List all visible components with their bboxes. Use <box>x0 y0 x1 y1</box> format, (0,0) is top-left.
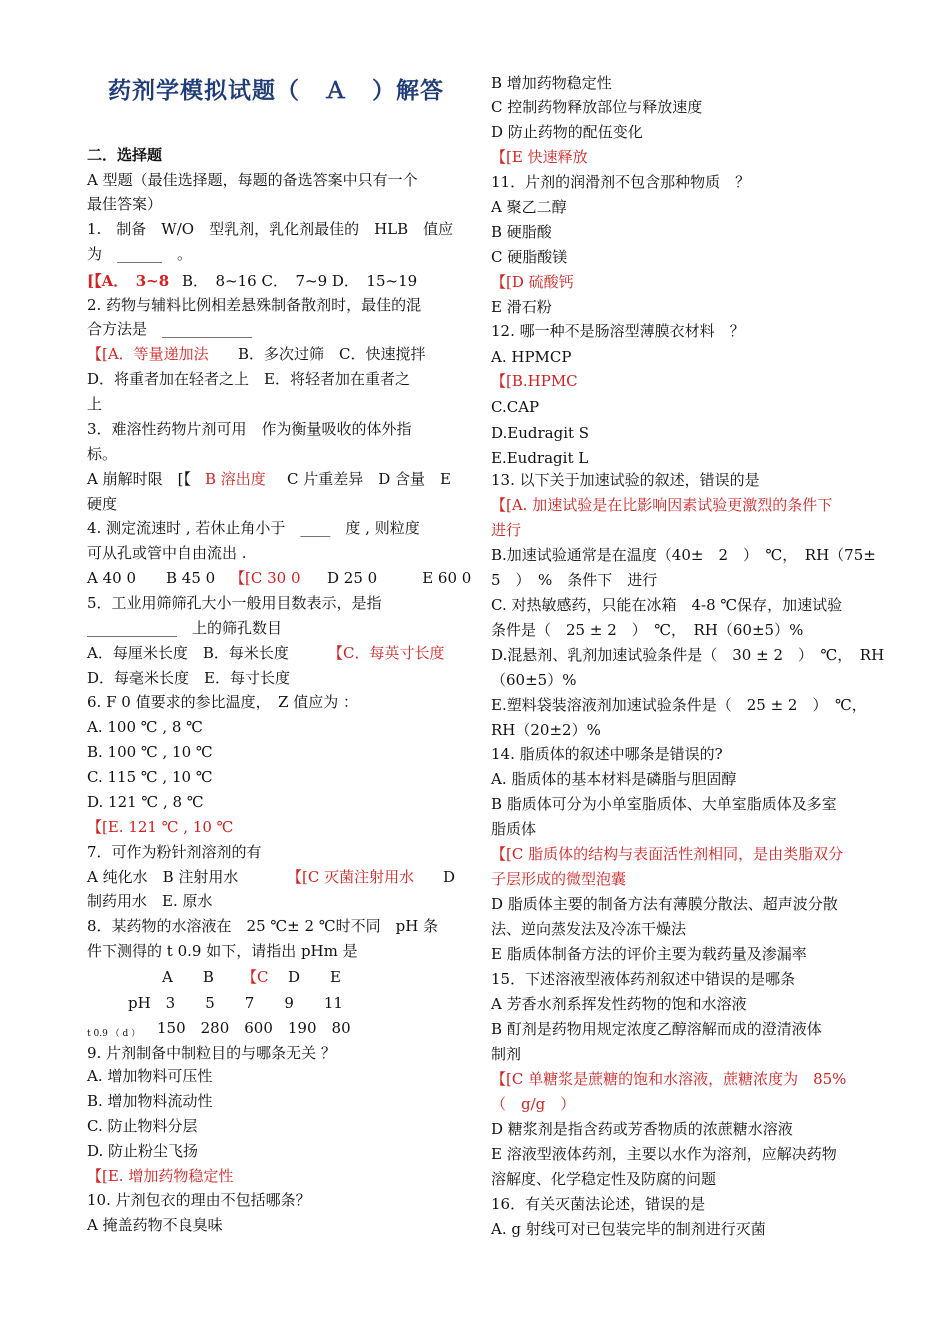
left-text-line: A 崩解时限 [【 <box>87 470 191 488</box>
left-text-line: 【C <box>242 968 269 986</box>
left-text-line: 10. 片剂包衣的理由不包括哪条？ <box>87 1191 311 1209</box>
left-text-line: 9. 片剂制备中制粒目的与哪条无关 ？ <box>87 1044 336 1062</box>
left-text-line: 150 280 600 190 80 <box>157 1019 351 1037</box>
left-text-line: [【A． 3~8 <box>87 272 170 290</box>
right-text-line: 5 ） % 条件下 进行 <box>491 571 658 589</box>
left-text-line: 标。 <box>87 445 118 463</box>
right-text-line: B 硬脂酸 <box>491 223 552 241</box>
right-text-line: 12. 哪一种不是肠溶型薄膜衣材料 ？ <box>491 322 745 340</box>
left-text-line: A．每厘米长度 B．每米长度 <box>87 644 289 662</box>
left-text-line: D E <box>288 968 341 986</box>
left-text-line: 【[C 灭菌注射用水 <box>287 868 415 886</box>
right-text-line: 14. 脂质体的叙述中哪条是错误的? <box>491 745 723 763</box>
left-text-line: 4. 测定流速时 , 若休止角小于 ____ 度 , 则粒度 <box>87 519 420 537</box>
left-text-line: D <box>443 868 456 886</box>
right-text-line: 【[C 单糖浆是蔗糖的饱和水溶液，蔗糖浓度为 85% <box>491 1070 847 1088</box>
right-text-line: D.混悬剂、乳剂加速试验条件是（ 30 ± 2 ） ℃， RH <box>491 646 885 664</box>
left-text-line: D 25 0 E 60 0 <box>327 569 472 587</box>
right-text-line: B 增加药物稳定性 <box>491 74 612 92</box>
left-text-line: A 纯化水 B 注射用水 <box>87 868 239 886</box>
left-text-line: 制药用水 E. 原水 <box>87 892 213 910</box>
right-text-line: E 脂质体制备方法的评价主要为载药量及渗漏率 <box>491 945 807 963</box>
left-text-line: 二．选择题 <box>87 146 163 164</box>
left-text-line: 5．工业用筛筛孔大小一般用目数表示，是指 <box>87 594 382 612</box>
left-text-line: C 片重差异 D 含量 E <box>287 470 451 488</box>
right-text-line: （ g/g ） <box>491 1095 576 1113</box>
right-text-line: D 脂质体主要的制备方法有薄膜分散法、超声波分散 <box>491 895 838 913</box>
right-text-line: A. 脂质体的基本材料是磷脂与胆固醇 <box>491 770 737 788</box>
left-text-line: 为 ______ 。 <box>87 245 193 263</box>
left-text-line: 3．难溶性药物片剂可用 作为衡量吸收的体外指 <box>87 420 412 438</box>
right-text-line: E 滑石粉 <box>491 298 552 316</box>
left-text-line: 合方法是 ____________ <box>87 320 253 338</box>
right-text-line: A. g 射线可对已包装完毕的制剂进行灭菌 <box>491 1220 766 1238</box>
right-text-line: C 硬脂酸镁 <box>491 248 568 266</box>
right-text-line: A 聚乙二醇 <box>491 198 567 216</box>
right-text-line: 【[C 脂质体的结构与表面活性剂相同，是由类脂双分 <box>491 845 844 863</box>
left-text-line: 【[A．等量递加法 <box>87 345 209 363</box>
right-text-line: 法、逆向蒸发法及冷冻干燥法 <box>491 920 687 938</box>
left-text-line: 6. F 0 值要求的参比温度， Z 值应为 ： <box>87 693 359 711</box>
left-text-line: B. 100 ℃ , 10 ℃ <box>87 743 213 761</box>
left-text-line: ____________ 上的筛孔数目 <box>87 619 283 637</box>
right-text-line: 【[E 快速释放 <box>491 148 588 166</box>
right-text-line: 溶解度、化学稳定性及防腐的问题 <box>491 1170 717 1188</box>
left-text-line: 【[C 30 0 <box>230 569 301 587</box>
left-text-line: A. 100 ℃ , 8 ℃ <box>87 718 203 736</box>
left-text-line: A 掩盖药物不良臭味 <box>87 1216 223 1234</box>
left-text-line: 【[E. 增加药物稳定性 <box>87 1167 234 1185</box>
left-text-line: 8．某药物的水溶液在 25 ℃± 2 ℃时不同 pH 条 <box>87 917 439 935</box>
left-text-line: B．多次过筛 C．快速搅拌 <box>238 345 426 363</box>
right-text-line: 制剂 <box>491 1045 522 1063</box>
left-text-line: 件下测得的 t 0.9 如下，请指出 pHm 是 <box>87 942 358 960</box>
right-text-line: C.CAP <box>491 398 540 416</box>
right-text-line: 15．下述溶液型液体药剂叙述中错误的是哪条 <box>491 970 796 988</box>
right-text-line: 进行 <box>491 521 522 539</box>
right-text-line: E.Eudragit L <box>491 449 589 467</box>
left-text-line: 可从孔或管中自由流出 . <box>87 544 247 562</box>
right-text-line: 条件是（ 25 ± 2 ） ℃， RH（60±5）% <box>491 621 804 639</box>
right-text-line: 16．有关灭菌法论述，错误的是 <box>491 1195 706 1213</box>
left-text-line: 【C．每英寸长度 <box>328 644 445 662</box>
right-text-line: B 脂质体可分为小单室脂质体、大单室脂质体及多室 <box>491 795 837 813</box>
left-text-line: 上 <box>87 395 103 413</box>
right-text-line: 【[B.HPMC <box>491 372 578 390</box>
right-text-line: RH（20±2）% <box>491 721 601 739</box>
right-text-line: C. 对热敏感药，只能在冰箱 4-8 ℃保存，加速试验 <box>491 596 843 614</box>
left-text-line: B． 8~16 C． 7~9 D． 15~19 <box>182 272 418 290</box>
right-text-line: 脂质体 <box>491 820 537 838</box>
left-text-line: 【[E. 121 ℃ , 10 ℃ <box>87 818 234 836</box>
left-text-line: C. 防止物料分层 <box>87 1117 198 1135</box>
right-text-line: E.塑料袋装溶液剂加速试验条件是（ 25 ± 2 ） ℃， <box>491 696 867 714</box>
left-text-line: 硬度 <box>87 495 118 513</box>
left-text-line: A 型题（最佳选择题，每题的备选答案中只有一个 <box>87 171 418 189</box>
right-text-line: B.加速试验通常是在温度（40± 2 ） ℃， RH（75± <box>491 546 876 564</box>
right-text-line: 【[A. 加速试验是在比影响因素试验更激烈的条件下 <box>491 496 833 514</box>
right-text-line: 13. 以下关于加速试验的叙述，错误的是 <box>491 471 760 489</box>
left-text-line: 最佳答案） <box>87 195 163 213</box>
page-title: 药剂学模拟试题（ Ａ ）解答 <box>108 78 444 104</box>
right-text-line: A. HPMCP <box>491 348 572 366</box>
left-text-line: 2. 药物与辅料比例相差悬殊制备散剂时，最佳的混 <box>87 296 422 314</box>
right-text-line: C 控制药物释放部位与释放速度 <box>491 98 703 116</box>
left-text-line: B. 增加物料流动性 <box>87 1092 213 1110</box>
right-text-line: 11．片剂的润滑剂不包含那种物质 ？ <box>491 173 751 191</box>
left-text-line: A 40 0 B 45 0 <box>87 569 216 587</box>
left-text-line: D. 121 ℃ , 8 ℃ <box>87 793 204 811</box>
left-text-line: pH 3 5 7 9 11 <box>128 994 343 1012</box>
left-text-line: D．每毫米长度 E．每寸长度 <box>87 669 290 687</box>
right-text-line: 子层形成的微型泡囊 <box>491 870 627 888</box>
left-text-line: C. 115 ℃ , 10 ℃ <box>87 768 213 786</box>
right-text-line: D.Eudragit S <box>491 424 590 442</box>
left-text-line: D. 防止粉尘飞扬 <box>87 1142 199 1160</box>
left-text-line: 7．可作为粉针剂溶剂的有 <box>87 843 262 861</box>
right-text-line: E 溶液型液体药剂，主要以水作为溶剂，应解决药物 <box>491 1145 837 1163</box>
left-text-line: A. 增加物料可压性 <box>87 1067 213 1085</box>
right-text-line: D 糖浆剂是指含药或芳香物质的浓蔗糖水溶液 <box>491 1120 793 1138</box>
right-text-line: B 酊剂是药物用规定浓度乙醇溶解而成的澄清液体 <box>491 1020 822 1038</box>
right-text-line: A 芳香水剂系挥发性药物的饱和水溶液 <box>491 995 747 1013</box>
left-text-line: t 0.9 （ d ） <box>87 1029 141 1039</box>
left-text-line: A B <box>162 968 214 986</box>
left-text-line: B 溶出度 <box>205 470 266 488</box>
right-text-line: 【[D 硫酸钙 <box>491 273 574 291</box>
right-text-line: D 防止药物的配伍变化 <box>491 123 643 141</box>
left-text-line: 1. 制备 W/O 型乳剂，乳化剂最佳的 HLB 值应 <box>87 220 454 238</box>
left-text-line: D．将重者加在轻者之上 E．将轻者加在重者之 <box>87 370 410 388</box>
right-text-line: （60±5）% <box>491 671 577 689</box>
